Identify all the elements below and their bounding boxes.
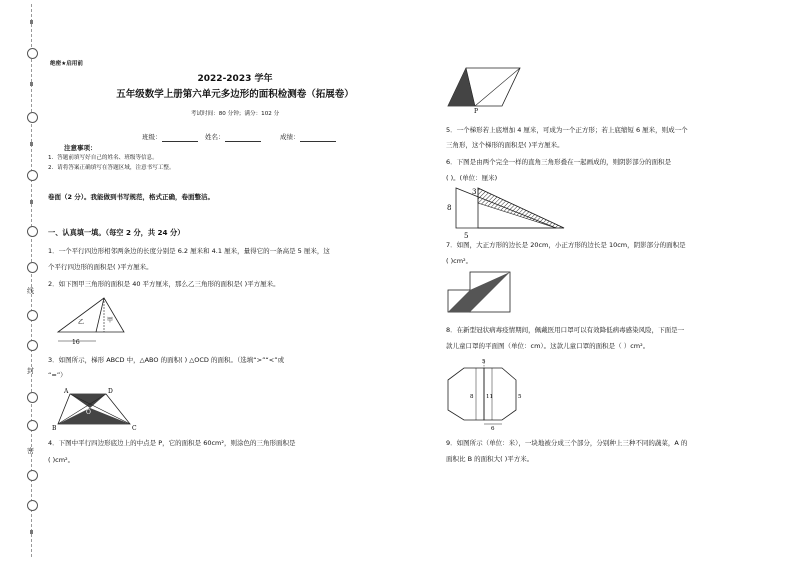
class-label: 班级： [142,133,162,141]
q8-label-b: 8 [470,394,474,400]
binding-hole [27,470,38,481]
binding-tick [30,20,33,24]
question-5-line1: 5．一个梯形若上底增加 4 厘米，可成为一个正方形；若上底缩短 6 厘米，则成一个 [446,126,688,134]
question-4-line2: ( )cm²。 [48,456,75,464]
binding-char-feng: 封 [27,367,34,375]
exam-year: 2022-2023 学年 [197,74,273,84]
binding-tick [30,200,33,204]
name-input-line [225,134,261,142]
binding-hole [27,226,38,237]
binding-hole [27,112,38,123]
q8-label-a: 5 [482,359,486,365]
q8-label-e: 6 [491,426,495,430]
page-title: 五年级数学上册第六单元多边形的面积检测卷（拓展卷） [116,89,354,100]
score-field [280,133,336,142]
q7-squares-figure [446,270,516,316]
question-7-line2: ( )cm²。 [446,257,473,265]
q8-label-d: 5 [518,394,522,400]
score-label: 成绩： [280,133,300,141]
q6-shaded-region [478,188,564,228]
question-8-line2: 款儿童口罩的平面图（单位：cm）。这款儿童口罩的面积是（ ）cm²。 [446,342,650,350]
class-field [142,133,198,142]
binding-hole [27,310,38,321]
score-input-line [300,134,336,142]
question-3-line1: 3．如图所示，梯形 ABCD 中，△ABO 的面积( ) △OCD 的面积。（选填“>”“<”或 [48,356,285,364]
question-4-line1: 4．下图中平行四边形底边上的中点是 P，它的面积是 60cm²，则涂色的三角形面积是 [48,439,296,447]
binding-hole [27,500,38,511]
q3-label-o: O [86,409,91,416]
q7-shaded-region [448,272,510,312]
binding-char-mi: 密 [27,447,34,455]
binding-margin [0,0,44,561]
binding-tick [30,82,33,86]
q2-base-label: 16 [72,339,80,346]
note-1: 1．答题前填写好自己的姓名、班级等信息。 [48,155,158,161]
name-label: 姓名： [205,133,225,141]
q2-outer-triangle [58,298,124,332]
binding-char-xian: 线 [27,287,34,295]
question-8-line1: 8．在新型冠状病毒疫情期间，佩戴医用口罩可以有效降低病毒感染风险，下面是一 [446,326,685,334]
binding-hole [27,48,38,59]
note-2: 2．请将答案正确填写在答题区域，注意书写工整。 [48,165,175,171]
question-2: 2．如下图甲三角形的面积是 40 平方厘米，那么乙三角形的面积是( )平方厘米。 [48,280,280,288]
question-5-line2: 三角形，这个梯形的面积是( )平方厘米。 [446,141,564,149]
q2-triangle-figure [52,294,130,348]
q3-trapezoid-figure [50,386,142,432]
q3-label-d: D [108,388,113,395]
q3-label-b: B [52,425,57,432]
q2-label-jia: 甲 [107,317,114,324]
binding-tick [30,142,33,146]
class-input-line [162,134,198,142]
q6-label-top: 3 [472,188,477,196]
q4-line-p-right [475,68,520,106]
q2-label-yi: 乙 [78,319,85,326]
question-6-line2: ( )。(单位：厘米) [446,174,498,182]
q8-mask-figure [440,354,532,430]
binding-hole [27,392,38,403]
q6-triangles-figure [446,184,568,240]
section-heading: 一、认真填一填。（每空 2 分，共 24 分） [48,228,185,237]
notes-title: 注意事项： [64,144,97,152]
q6-label-base: 5 [464,232,469,240]
binding-hole [27,420,38,431]
question-1-line1: 1．一个平行四边形相邻两条边的长度分别是 6.2 厘米和 4.1 厘米，量得它的一条高是 5 厘米，这 [48,247,330,255]
binding-hole [27,170,38,181]
q8-mask-left [448,368,484,420]
q4-shaded-triangle [448,68,475,106]
binding-hole [27,262,38,273]
exam-info: 考试时间：80 分钟；满分：102 分 [190,111,280,117]
binding-hole [27,340,38,351]
q3-label-a: A [64,388,69,395]
q3-shaded-top [70,394,106,408]
q4-parallelogram-figure [444,64,522,114]
name-field [205,133,261,142]
binding-tick [30,530,33,534]
secret-mark: 绝密★启用前 [50,61,83,67]
q8-label-c: 11 [486,394,493,400]
q3-label-c: C [132,425,137,432]
question-3-line2: “=”） [48,371,67,379]
q4-label-p: P [474,108,479,114]
question-9-line1: 9．如图所示（单位：米），一块地被分成三个部分，分别种上三种不同的蔬菜，A 的 [446,439,688,447]
question-9-line2: 面积比 B 的面积大( )平方米。 [446,455,534,463]
question-7-line1: 7．如图，大正方形的边长是 20cm，小正方形的边长是 10cm，阴影部分的面积是 [446,241,686,249]
neatness-note: 卷面（2 分）。我能做到书写规范，格式正确，卷面整洁。 [48,193,215,201]
question-6-line1: 6．下图是由两个完全一样的直角三角形叠在一起画成的，则阴影部分的面积是 [446,158,672,166]
question-1-line2: 个平行四边形的面积是( )平方厘米。 [48,263,153,271]
q6-label-h: 8 [447,204,452,212]
